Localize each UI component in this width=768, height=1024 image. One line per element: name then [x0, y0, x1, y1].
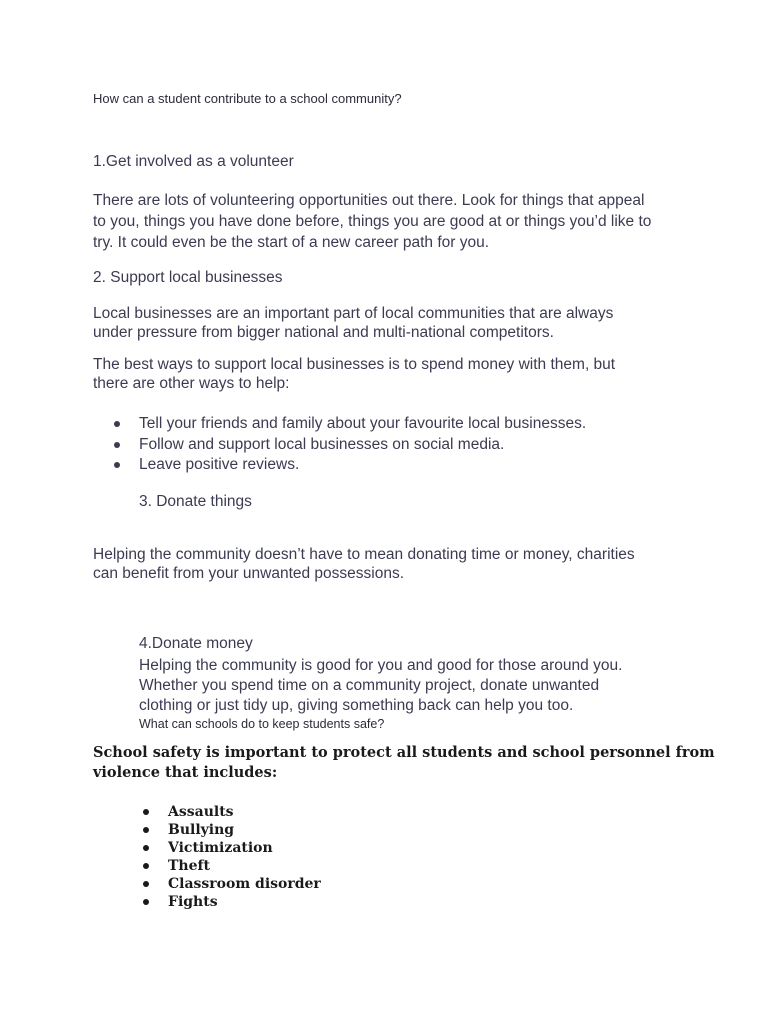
bullet-icon [143, 809, 149, 815]
bullet-icon [143, 899, 149, 905]
paragraph-donate-money [139, 656, 622, 716]
paragraph-local-businesses [93, 305, 613, 342]
list-item [139, 435, 586, 456]
list-item-text: Leave positive reviews. [139, 456, 300, 473]
bullet-icon [114, 421, 120, 427]
question-school-safety: What can schools do to keep students safe? [139, 717, 385, 731]
text-line: clothing or just tidy up, giving something back can help you too. [139, 697, 574, 714]
list-item [168, 875, 321, 893]
paragraph-school-safety [93, 743, 715, 783]
list-item [168, 857, 321, 875]
list-item-text: Victimization [168, 840, 273, 856]
section-heading-donate-money: 4.Donate money [139, 635, 253, 652]
text-line: violence that includes: [93, 764, 278, 781]
bullet-icon [114, 462, 120, 468]
section-heading-volunteer: 1.Get involved as a volunteer [93, 153, 294, 170]
paragraph-volunteer [93, 190, 651, 253]
text-line: Local businesses are an important part of local communities that are always [93, 305, 614, 322]
text-line: there are other ways to help: [93, 374, 290, 392]
list-item [168, 821, 321, 839]
list-item-text: Assaults [168, 804, 234, 820]
page-title: How can a student contribute to a school community? [93, 91, 402, 106]
list-item [168, 893, 321, 911]
list-item-text: Tell your friends and family about your favourite local businesses. [139, 415, 587, 432]
paragraph-ways-to-support [93, 356, 615, 393]
list-item-text: Follow and support local businesses on social media. [139, 435, 505, 453]
text-line: School safety is important to protect all students and school personnel from [93, 744, 715, 761]
text-line: to you, things you have done before, things you are good at or things you’d like to [93, 213, 652, 230]
text-line: The best ways to support local businesses is to spend money with them, but [93, 356, 616, 373]
list-item [139, 414, 586, 435]
section-heading-local-businesses: 2. Support local businesses [93, 269, 283, 286]
bullet-icon [143, 881, 149, 887]
list-item-text: Theft [168, 858, 210, 874]
list-item [168, 839, 321, 857]
text-line: There are lots of volunteering opportunities out there. Look for things that appeal [93, 192, 645, 209]
bullet-icon [143, 863, 149, 869]
bullet-icon [143, 845, 149, 851]
support-list [139, 414, 586, 476]
text-line: Whether you spend time on a community project, donate unwanted [139, 677, 600, 694]
paragraph-donate-things [93, 546, 635, 583]
list-item-text: Classroom disorder [168, 876, 321, 892]
bullet-icon [114, 442, 120, 448]
list-item [168, 803, 321, 821]
bullet-icon [143, 827, 149, 833]
violence-list [168, 803, 321, 911]
list-item [139, 455, 586, 476]
section-heading-donate-things: 3. Donate things [139, 493, 252, 510]
text-line: Helping the community is good for you and good for those around you. [139, 657, 623, 674]
list-item-text: Fights [168, 894, 218, 910]
text-line: under pressure from bigger national and multi-national competitors. [93, 323, 554, 341]
text-line: Helping the community doesn’t have to mean donating time or money, charities [93, 546, 635, 563]
text-line: can benefit from your unwanted possessions. [93, 564, 405, 582]
text-line: try. It could even be the start of a new career path for you. [93, 234, 490, 251]
list-item-text: Bullying [168, 822, 235, 838]
